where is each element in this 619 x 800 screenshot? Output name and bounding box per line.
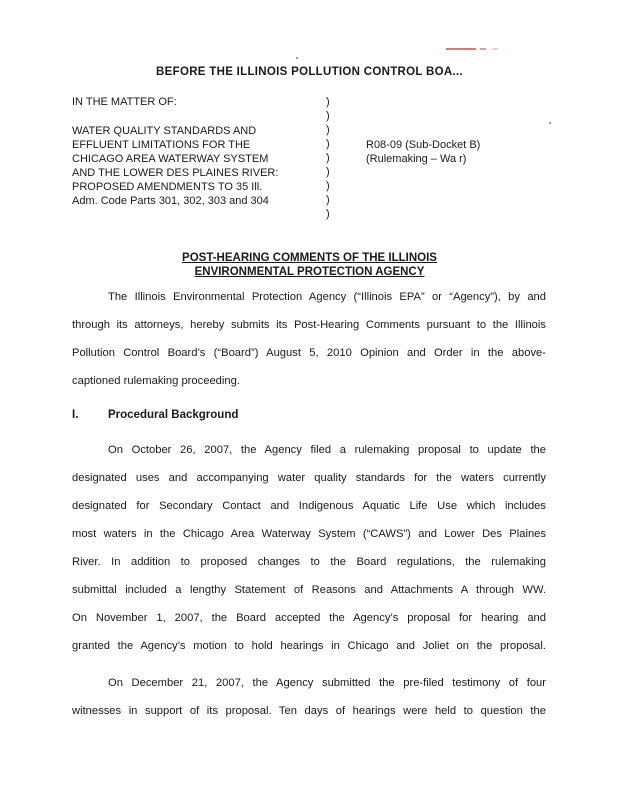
caption-paren: ) xyxy=(326,110,330,122)
text-line: most waters in the Chicago Area Waterway System (“CAWS”) and Lower Des Plaines xyxy=(72,528,546,540)
section-heading xyxy=(72,409,238,421)
court-header: BEFORE THE ILLINOIS POLLUTION CONTROL BOA... xyxy=(156,66,463,78)
text-line: through its attorneys, hereby submits its Post-Hearing Comments pursuant to the Illinois xyxy=(72,319,546,331)
filing-stamp-mark xyxy=(446,46,526,52)
text-line: The Illinois Environmental Protection Agency (“Illinois EPA” or “Agency”), by and xyxy=(108,291,546,303)
scan-speck xyxy=(549,122,551,124)
caption-paren: ) xyxy=(326,180,330,192)
text-line: submittal included a lengthy Statement of Reasons and Attachments A through WW. xyxy=(72,584,546,596)
text-line: River. In addition to proposed changes to the Board regulations, the rulemaking xyxy=(72,556,546,568)
caption-paren: ) xyxy=(326,96,330,108)
text-line: designated uses and accompanying water quality standards for the waters currently xyxy=(72,472,546,484)
text-line: Pollution Control Board’s (“Board”) August 5, 2010 Opinion and Order in the above- xyxy=(72,347,546,359)
caption-paren: ) xyxy=(326,194,330,206)
caption-line: AND THE LOWER DES PLAINES RIVER: xyxy=(72,167,279,179)
caption-line: Adm. Code Parts 301, 302, 303 and 304 xyxy=(72,195,269,207)
text-line: On November 1, 2007, the Board accepted the Agency’s proposal for hearing and xyxy=(72,612,546,624)
caption-line: IN THE MATTER OF: xyxy=(72,96,177,108)
document-title-line: POST-HEARING COMMENTS OF THE ILLINOIS xyxy=(182,252,437,264)
caption-paren: ) xyxy=(326,124,330,136)
text-line: witnesses in support of its proposal. Ten days of hearings were held to question the xyxy=(72,705,546,717)
text-line: granted the Agency’s motion to hold hearings in Chicago and Joliet on the proposal. xyxy=(72,640,546,652)
scan-speck xyxy=(296,57,298,59)
caption-paren: ) xyxy=(326,152,330,164)
caption-line: CHICAGO AREA WATERWAY SYSTEM xyxy=(72,153,269,165)
text-line: On October 26, 2007, the Agency filed a rulemaking proposal to update the xyxy=(108,444,546,456)
caption-line: EFFLUENT LIMITATIONS FOR THE xyxy=(72,139,251,151)
document-title-line: ENVIRONMENTAL PROTECTION AGENCY xyxy=(194,266,425,278)
caption-paren: ) xyxy=(326,166,330,178)
caption-line: WATER QUALITY STANDARDS AND xyxy=(72,125,257,137)
section-title: Procedural Background xyxy=(108,409,239,421)
text-line: On December 21, 2007, the Agency submitted the pre-filed testimony of four xyxy=(108,677,546,689)
section-number: I. xyxy=(72,409,79,421)
caption-paren: ) xyxy=(326,138,330,150)
caption-line: PROPOSED AMENDMENTS TO 35 Ill. xyxy=(72,181,263,193)
rulemaking-type: (Rulemaking – Wa r) xyxy=(366,153,467,165)
text-line: captioned rulemaking proceeding. xyxy=(72,375,240,387)
text-line: designated for Secondary Contact and Indigenous Aquatic Life Use which includes xyxy=(72,500,546,512)
caption-paren: ) xyxy=(326,208,330,220)
docket-number: R08-09 (Sub-Docket B) xyxy=(366,139,481,151)
